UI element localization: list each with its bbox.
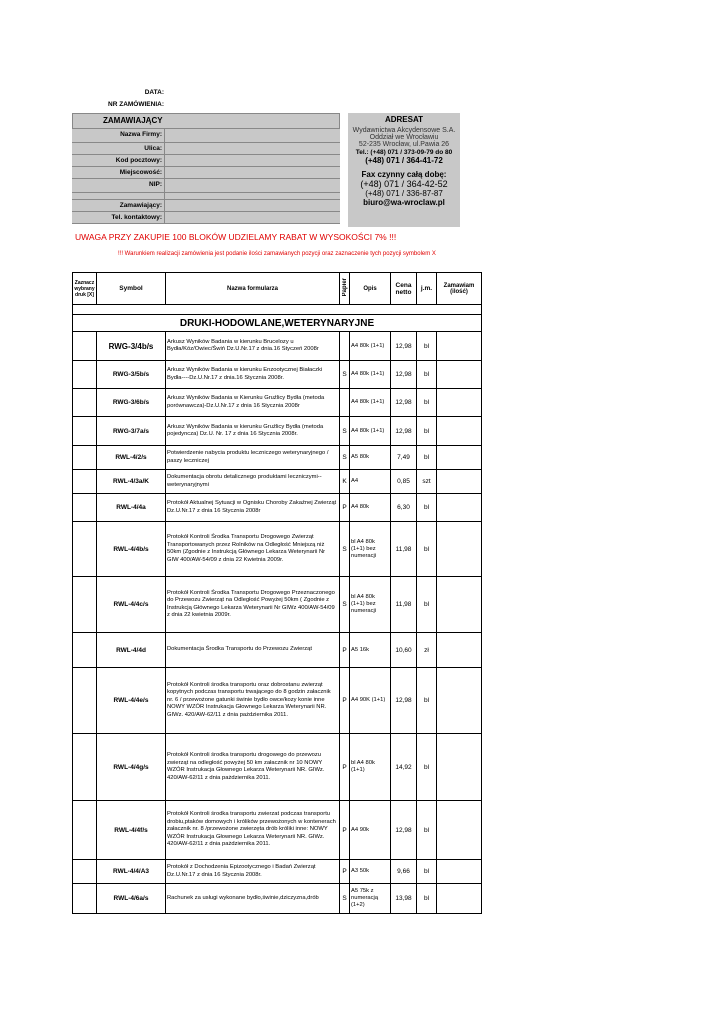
adresat-tel: Tel.: (+48) 071 / 373-09-79 do 80 <box>355 149 453 156</box>
select-checkbox-cell[interactable] <box>73 860 97 884</box>
papier-cell <box>340 389 350 417</box>
papier-cell: K <box>340 470 350 494</box>
table-row <box>73 332 482 361</box>
nazwa-cell: Potwierdzenie nabycia produktu leczniczego weterynaryjnego / paszy leczniczej <box>166 446 340 470</box>
table-row <box>73 668 482 734</box>
quantity-input-cell[interactable] <box>437 361 482 389</box>
jm-cell: bl <box>417 332 437 361</box>
opis-cell: A4 <box>350 470 391 494</box>
papier-cell: S <box>340 446 350 470</box>
zamawiajacy-title: ZAMAWIAJĄCY <box>72 113 340 129</box>
opis-cell: A4 80k <box>350 494 391 522</box>
jm-cell: bl <box>417 734 437 801</box>
select-checkbox-cell[interactable] <box>73 577 97 633</box>
opis-cell: A4 80k (1+1) <box>350 361 391 389</box>
jm-cell: bl <box>417 801 437 860</box>
opis-cell: A5 16k <box>350 633 391 668</box>
papier-cell: P <box>340 668 350 734</box>
form-field-input[interactable] <box>165 129 340 142</box>
opis-cell: bl A4 80k (1+1) bez numeracji <box>350 522 391 577</box>
cena-cell: 6,30 <box>391 494 417 522</box>
cena-cell: 13,98 <box>391 884 417 914</box>
papier-cell: P <box>340 494 350 522</box>
nazwa-cell: Arkusz Wyników Badania w Kierunku Gruźlicy Bydła (metoda porównawcza)-Dz.U.Nr.17 z dnia 16 Stycznia 2008r <box>166 389 340 417</box>
table-row <box>73 522 482 577</box>
table-row <box>73 470 482 494</box>
zamawiajacy-form <box>72 113 340 224</box>
select-checkbox-cell[interactable] <box>73 801 97 860</box>
quantity-input-cell[interactable] <box>437 633 482 668</box>
adresat-title: ADRESAT <box>384 115 424 124</box>
quantity-input-cell[interactable] <box>437 446 482 470</box>
nazwa-cell: Protokół z Dochodzenia Epizootycznego i Badań Zwierząt Dz.U.Nr.17 z dnia 16 Stycznia 2008r. <box>166 860 340 884</box>
section-title: DRUKI-HODOWLANE,WETERYNARYJNE <box>73 315 482 332</box>
adresat-line1: Wydawnictwa Akcydensowe S.A. <box>352 127 456 134</box>
jm-cell: zł <box>417 633 437 668</box>
form-field-label: Tel. kontaktowy: <box>72 212 165 223</box>
symbol-cell: RWL-4/4a <box>97 494 166 522</box>
discount-warning: UWAGA PRZY ZAKUPIE 100 BLOKÓW UDZIELAMY RABAT W WYSOKOŚCI 7% !!! <box>75 232 397 242</box>
header-zamawiam: Zamawiam (ilość) <box>437 273 482 305</box>
table-row <box>73 446 482 470</box>
quantity-input-cell[interactable] <box>437 470 482 494</box>
table-row <box>73 734 482 801</box>
opis-cell: A5 80k <box>350 446 391 470</box>
opis-cell: A4 90K (1+1) <box>350 668 391 734</box>
form-field-input[interactable] <box>165 200 340 211</box>
form-field-input[interactable] <box>165 167 340 178</box>
form-field-label: Miejscowość: <box>72 167 165 178</box>
form-row <box>72 200 340 212</box>
symbol-cell: RWL-4/4b/s <box>97 522 166 577</box>
papier-cell: S <box>340 884 350 914</box>
papier-cell: P <box>340 633 350 668</box>
cena-cell: 12,98 <box>391 389 417 417</box>
cena-cell: 11,98 <box>391 522 417 577</box>
symbol-cell: RWG-3/5b/s <box>97 361 166 389</box>
select-checkbox-cell[interactable] <box>73 522 97 577</box>
form-field-input[interactable] <box>165 212 340 223</box>
papier-cell: P <box>340 801 350 860</box>
cena-cell: 14,92 <box>391 734 417 801</box>
form-row <box>72 179 340 193</box>
header-papier-label: Papier <box>341 278 348 297</box>
jm-cell: bl <box>417 577 437 633</box>
select-checkbox-cell[interactable] <box>73 389 97 417</box>
form-gap-label <box>72 193 165 199</box>
jm-cell: bl <box>417 494 437 522</box>
adresat-fax1: (+48) 071 / 364-42-52 <box>360 179 448 189</box>
form-row <box>72 129 340 143</box>
data-label: DATA: <box>144 89 164 96</box>
jm-cell: bl <box>417 417 437 446</box>
jm-cell: bl <box>417 668 437 734</box>
select-checkbox-cell[interactable] <box>73 734 97 801</box>
nazwa-cell: Protokół Kontroli środka transportu zwierzat podczas transportu drobiu,ptaków domowych i królików przewożonych w kontenerach załacznik nr. 8 /przewożone zwierzęta drób króliki inne: NOWY WZÓR Instrukacja Głownego Lekarza Weterynarii NR. GIWz. 420/AW-62/11 z dnia pażdziernika 2011. <box>166 801 340 860</box>
select-checkbox-cell[interactable] <box>73 668 97 734</box>
opis-cell: bl A4 80k (1+1) bez numeracji <box>350 577 391 633</box>
form-gap-row <box>72 193 340 200</box>
header-zaznacz: Zaznacz wybrany druk [X] <box>73 273 97 305</box>
nazwa-cell: Protokół Kontroli środka transportu oraz dobrostanu zwierząt kopytnych podczas transportu trwającego do 8 godzin załacznik nr. 6 / przewożone gatunki świnie bydło owce/kozy konie inne NOWY WZÓR Instrukacja Głownego Lekarza Weterynarii NR. GIWz. 420/AW-62/11 z dnia pażdziernika 2011. <box>166 668 340 734</box>
table-row <box>73 361 482 389</box>
nazwa-cell: Protokół Aktualnej Sytuacji w Ognisku Choroby Zakaźnej Zwierząt Dz.U.Nr.17 z dnia 16 Stycznia 2008r <box>166 494 340 522</box>
header-opis: Opis <box>350 273 391 305</box>
symbol-cell: RWG-3/7a/s <box>97 417 166 446</box>
form-row <box>72 155 340 167</box>
header-nazwa: Nazwa formularza <box>166 273 340 305</box>
adresat-tel2: (+48) 071 / 364-41-72 <box>365 156 443 165</box>
form-field-input[interactable] <box>165 155 340 166</box>
jm-cell: bl <box>417 860 437 884</box>
nazwa-cell: Protokół Kontroli środka transportu drogowego do przewozu zwierząt na odległość powyżej 50 km załacznik nr 10 NOWY WZÓR Instrukacja Głownego Lekarza Weterynarii NR. GIWz. 420/AW-62/11 z dnia pażdziernika 2011. <box>166 734 340 801</box>
form-row <box>72 212 340 224</box>
opis-cell: A4 80k (1+1) <box>350 417 391 446</box>
quantity-input-cell[interactable] <box>437 668 482 734</box>
jm-cell: bl <box>417 389 437 417</box>
adresat-fax2: (+48) 071 / 336-87-87 <box>365 189 443 198</box>
nazwa-cell: Dokumentacja obrotu detalicznego produktami leczniczymi--weterynaryjnymi <box>166 470 340 494</box>
symbol-cell: RWL-4/4c/s <box>97 577 166 633</box>
cena-cell: 12,98 <box>391 668 417 734</box>
jm-cell: szt <box>417 470 437 494</box>
cena-cell: 12,98 <box>391 417 417 446</box>
quantity-input-cell[interactable] <box>437 417 482 446</box>
quantity-input-cell[interactable] <box>437 860 482 884</box>
nazwa-cell: Arkusz Wyników Badania w kierunku Gruźlicy Bydła (metoda pojedyncza) Dz.U. Nr. 17 z dnia 16 Stycznia 2008r. <box>166 417 340 446</box>
nazwa-cell: Rachunek za usługi wykonane bydło,świnie,dziczyzna,drób <box>166 884 340 914</box>
form-field-input[interactable] <box>165 143 340 154</box>
quantity-input-cell[interactable] <box>437 389 482 417</box>
symbol-cell: RWL-4/4d <box>97 633 166 668</box>
symbol-cell: RWL-4/2/s <box>97 446 166 470</box>
header-jm: j.m. <box>417 273 437 305</box>
adresat-box <box>348 113 460 227</box>
cena-cell: 7,49 <box>391 446 417 470</box>
adresat-fax-title: Fax czynny całą dobę: <box>361 170 447 179</box>
adresat-email[interactable]: biuro@wa-wroclaw.pl <box>363 198 445 207</box>
opis-cell: A5 75k z numeracją (1+2) <box>350 884 391 914</box>
symbol-cell: RWL-4/4e/s <box>97 668 166 734</box>
symbol-cell: RWL-4/6a/s <box>97 884 166 914</box>
jm-cell: bl <box>417 361 437 389</box>
select-checkbox-cell[interactable] <box>73 470 97 494</box>
quantity-input-cell[interactable] <box>437 522 482 577</box>
symbol-cell: RWL-4/4f/s <box>97 801 166 860</box>
jm-cell: bl <box>417 884 437 914</box>
quantity-input-cell[interactable] <box>437 801 482 860</box>
header-cena: Cena netto <box>391 273 417 305</box>
quantity-input-cell[interactable] <box>437 494 482 522</box>
adresat-line2: Oddział we Wrocławiu <box>369 134 439 141</box>
order-number-label: NR ZAMÓWIENIA: <box>108 101 164 108</box>
order-condition-note: !!! Warunkiem realizacji zamówienia jest podanie ilości zamawianych pozycji oraz zaznaczenie tych pozycji symbolem X <box>118 251 436 257</box>
select-checkbox-cell[interactable] <box>73 884 97 914</box>
papier-cell: S <box>340 417 350 446</box>
section-row <box>73 315 482 332</box>
cena-cell: 12,98 <box>391 332 417 361</box>
cena-cell: 12,98 <box>391 361 417 389</box>
opis-cell: A4 90k <box>350 801 391 860</box>
opis-cell: A4 80k (1+1) <box>350 389 391 417</box>
cena-cell: 9,66 <box>391 860 417 884</box>
table-row <box>73 633 482 668</box>
symbol-cell: RWL-4/4/A3 <box>97 860 166 884</box>
table-header-row <box>73 273 482 305</box>
quantity-input-cell[interactable] <box>437 332 482 361</box>
cena-cell: 0,85 <box>391 470 417 494</box>
quantity-input-cell[interactable] <box>437 884 482 914</box>
select-checkbox-cell[interactable] <box>73 633 97 668</box>
cena-cell: 11,98 <box>391 577 417 633</box>
cena-cell: 12,98 <box>391 801 417 860</box>
symbol-cell: RWG-3/4b/s <box>97 332 166 361</box>
select-checkbox-cell[interactable] <box>73 417 97 446</box>
select-checkbox-cell[interactable] <box>73 494 97 522</box>
papier-cell: P <box>340 734 350 801</box>
select-checkbox-cell[interactable] <box>73 361 97 389</box>
nazwa-cell: Protokół Kontroli Środka Transportu Drogowego Przeznaczonego do Przewozu Zwierząt na Odległość Powyżej 50km ( Zgodnie z Instrukcją Głównego Lekarza Weterynarii Nr GIWz 400/AW-54/09 z dnia 22 kwietnia 2009r. <box>166 577 340 633</box>
papier-cell: S <box>340 577 350 633</box>
papier-cell <box>340 332 350 361</box>
form-field-label: Nazwa Firmy: <box>72 129 165 142</box>
nazwa-cell: Dokumentacja Środka Transportu do Przewozu Zwierząt <box>166 633 340 668</box>
nazwa-cell: Arkusz Wyników Badania w kierunku Brucelozy u Bydła/Kóz/Owiec/Świń Dz.U.Nr.17 z dnia.16 Styczeń 2008r <box>166 332 340 361</box>
nazwa-cell: Arkusz Wyników Badania w kierunku Enzootycznej Białaczki Bydła----Dz.U.Nr.17 z dnia.16 Stycznia 2008r. <box>166 361 340 389</box>
nazwa-cell: Protokół Kontroli Środka Transportu Drogowego Zwierząt Transportowanych przez Rolników na Odległość Mniejszą niż 50km (Zgodnie z Instrukcją Głównego Lekarza Weterynarii Nr GIW 400/AW-54/09 z dnia 22 Kwietnia 2009r. <box>166 522 340 577</box>
symbol-cell: RWL-4/4g/s <box>97 734 166 801</box>
header-symbol: Symbol <box>97 273 166 305</box>
quantity-input-cell[interactable] <box>437 734 482 801</box>
table-row <box>73 801 482 860</box>
papier-cell: P <box>340 860 350 884</box>
form-field-label: NIP: <box>72 179 165 192</box>
table-row <box>73 884 482 914</box>
form-row <box>72 143 340 155</box>
jm-cell: bl <box>417 522 437 577</box>
adresat-line3: 52-235 Wrocław, ul.Pawia 26 <box>358 141 450 148</box>
table-row <box>73 577 482 633</box>
papier-cell: S <box>340 361 350 389</box>
table-row <box>73 417 482 446</box>
form-row <box>72 167 340 179</box>
select-checkbox-cell[interactable] <box>73 332 97 361</box>
cena-cell: 10,60 <box>391 633 417 668</box>
table-row <box>73 389 482 417</box>
products-table <box>72 272 482 914</box>
symbol-cell: RWL-4/3a/K <box>97 470 166 494</box>
opis-cell: A4 80k (1+1) <box>350 332 391 361</box>
form-field-label: Ulica: <box>72 143 165 154</box>
table-row <box>73 860 482 884</box>
select-checkbox-cell[interactable] <box>73 446 97 470</box>
header-papier <box>340 273 350 305</box>
form-field-input[interactable] <box>165 179 340 192</box>
form-field-label: Zamawiający: <box>72 200 165 211</box>
table-row <box>73 494 482 522</box>
spacer-row <box>73 305 482 315</box>
form-gap-value <box>165 193 340 199</box>
opis-cell: A3 50k <box>350 860 391 884</box>
symbol-cell: RWG-3/6b/s <box>97 389 166 417</box>
jm-cell: bl <box>417 446 437 470</box>
form-field-label: Kod pocztowy: <box>72 155 165 166</box>
opis-cell: bl A4 80k (1+1) <box>350 734 391 801</box>
quantity-input-cell[interactable] <box>437 577 482 633</box>
papier-cell: S <box>340 522 350 577</box>
